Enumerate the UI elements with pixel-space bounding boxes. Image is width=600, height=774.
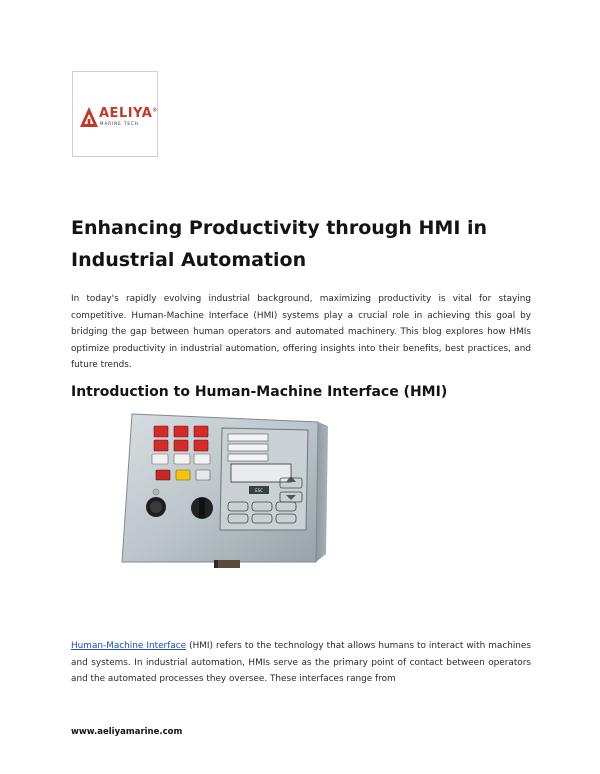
hmi-definition-text: (HMI) refers to the technology that allows humans to interact with machines and systems. In industrial automation, HMIs serve as the primary point of contact between operators and the automated processes they oversee. These interfaces range from (71, 641, 531, 684)
intro-paragraph: In today's rapidly evolving industrial background, maximizing productivity is vital for staying competitive. Human-Machine Interface (HMI) systems play a crucial role in achieving this goal by bridging the gap between human operators and automated machinery. This blog explores how HMIs optimize productivity in industrial automation, offering insights into their benefits, best practices, and future trends. (71, 294, 531, 370)
triangle-logo-icon (79, 106, 99, 128)
hmi-control-panel-image (118, 412, 332, 578)
logo-mark (79, 106, 158, 128)
article-title: Enhancing Productivity through HMI in Industrial Automation (71, 217, 488, 271)
logo-wordmark: AELIYA® (99, 106, 158, 121)
company-logo (72, 71, 158, 157)
hmi-definition-paragraph (71, 638, 531, 688)
svg-text:ESC: ESC (255, 488, 263, 493)
section-heading: Introduction to Human-Machine Interface (HMI) (71, 384, 448, 400)
hmi-link[interactable]: Human-Machine Interface (71, 641, 187, 651)
logo-tagline: MARINE TECH (100, 121, 139, 126)
footer-website: www.aeliyamarine.com (71, 727, 183, 737)
